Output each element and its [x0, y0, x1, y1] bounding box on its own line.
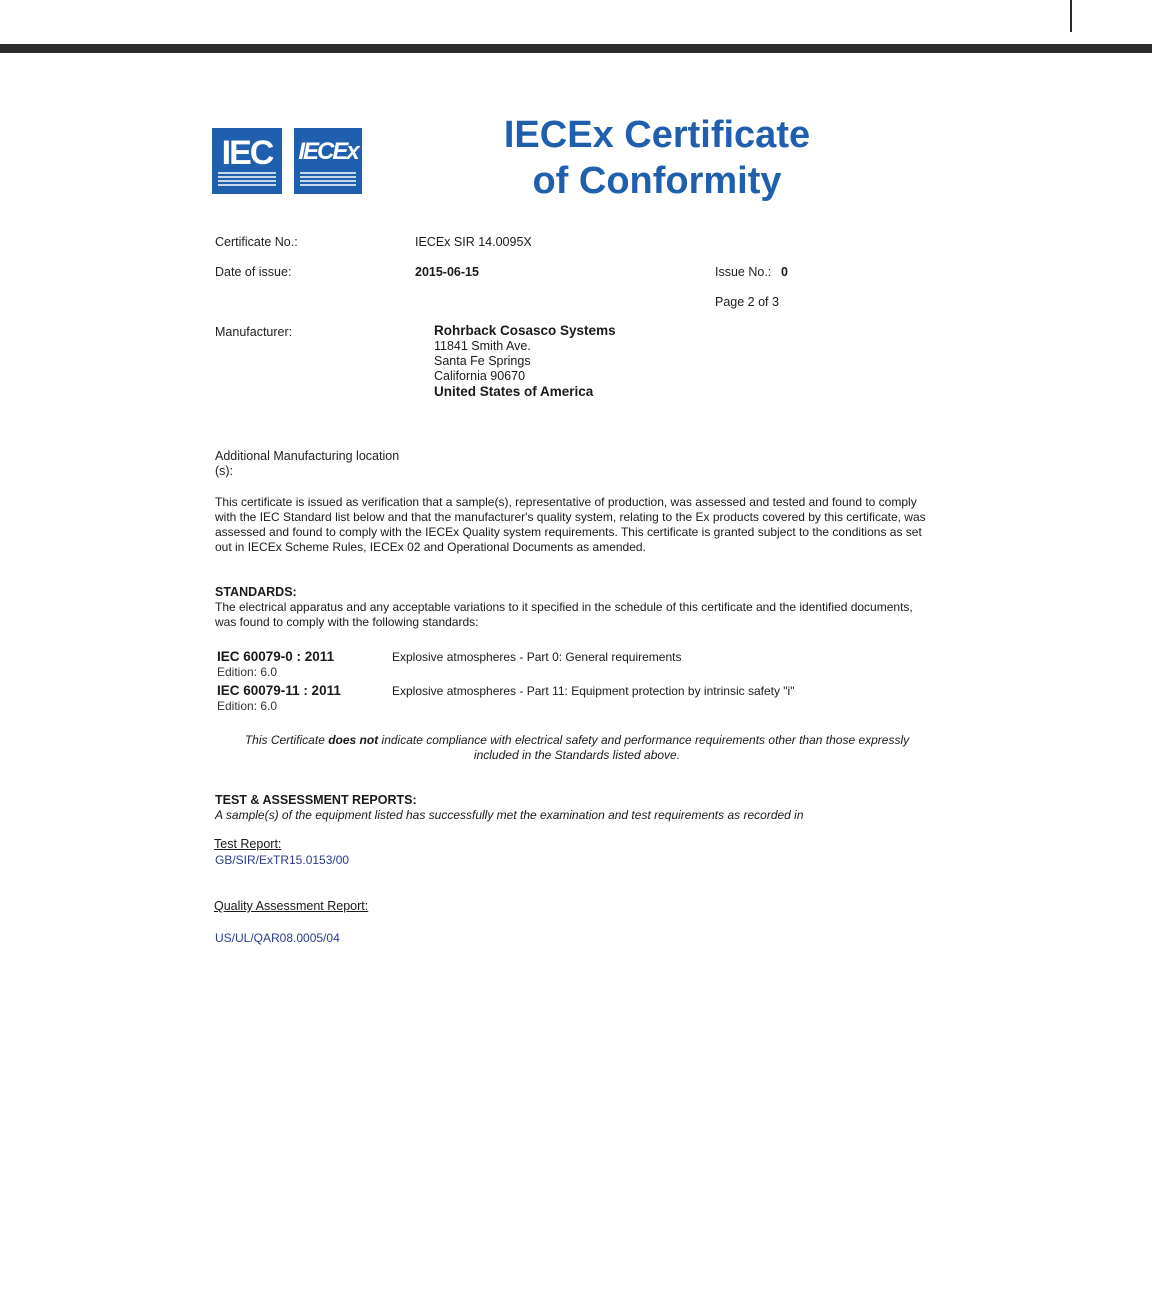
manufacturer-name: Rohrback Cosasco Systems	[434, 323, 616, 338]
compliance-notice: This Certificate does not indicate compliance with electrical safety and performance requirements other than those expressly included in the Standards listed above.	[244, 733, 910, 762]
manufacturer-address-1: 11841 Smith Ave.	[434, 339, 531, 353]
additional-location-label: Additional Manufacturing location	[215, 449, 400, 463]
title-line-2: of Conformity	[532, 160, 782, 202]
iecex-logo: IECEx	[294, 128, 362, 194]
cert-no-label: Certificate No.:	[215, 235, 298, 249]
manufacturer-label: Manufacturer:	[215, 325, 293, 339]
issue-no-label: Issue No.:	[715, 265, 772, 279]
standard-description: Explosive atmospheres - Part 0: General requirements	[392, 650, 682, 664]
quality-assessment-report-link[interactable]: US/UL/QAR08.0005/04	[215, 931, 340, 945]
standard-code: IEC 60079-11 : 2011	[217, 683, 341, 698]
reports-intro: A sample(s) of the equipment listed has successfully met the examination and test requirements as recorded in	[215, 808, 804, 822]
standard-description: Explosive atmospheres - Part 11: Equipment protection by intrinsic safety "i"	[392, 684, 795, 698]
manufacturer-address-2: Santa Fe Springs	[434, 354, 531, 368]
manufacturer-address-3: California 90670	[434, 369, 526, 383]
date-label: Date of issue:	[215, 265, 292, 279]
test-report-link[interactable]: GB/SIR/ExTR15.0153/00	[215, 853, 350, 867]
header-tick-mark	[1070, 0, 1072, 32]
standard-edition: Edition: 6.0	[217, 665, 278, 679]
certificate-statement: This certificate is issued as verification that a sample(s), representative of production, was assessed and tested and found to comply with the IEC Standard list below and that the manufacturer's quality system, relating to the Ex products covered by this certificate, was assessed and found to comply with the IECEx Quality system requirements. This certificate is granted subject to the conditions as set out in IECEx Scheme Rules, IECEx 02 and Operational Documents as amended.	[215, 495, 926, 554]
quality-assessment-report-label: Quality Assessment Report:	[214, 899, 369, 913]
test-report-label: Test Report:	[214, 837, 282, 851]
date-value: 2015-06-15	[415, 265, 479, 279]
title-line-1: IECEx Certificate	[503, 114, 811, 156]
certificate-page	[182, 88, 942, 988]
header-rule	[0, 44, 1152, 53]
issue-no-value: 0	[781, 265, 788, 279]
standards-heading: STANDARDS:	[215, 585, 297, 599]
manufacturer-country: United States of America	[434, 384, 594, 399]
certificate-title	[472, 112, 842, 204]
reports-heading: TEST & ASSESSMENT REPORTS:	[215, 793, 417, 807]
additional-location-label-cont: (s):	[215, 464, 234, 478]
page-indicator: Page 2 of 3	[715, 295, 779, 309]
standards-intro: The electrical apparatus and any acceptable variations to it specified in the schedule of this certificate and the identified documents, was found to comply with the following standards:	[215, 600, 913, 629]
standard-code: IEC 60079-0 : 2011	[217, 649, 335, 664]
standard-edition: Edition: 6.0	[217, 699, 278, 713]
cert-no-value: IECEx SIR 14.0095X	[415, 235, 532, 249]
iec-logo: IEC	[212, 128, 282, 194]
